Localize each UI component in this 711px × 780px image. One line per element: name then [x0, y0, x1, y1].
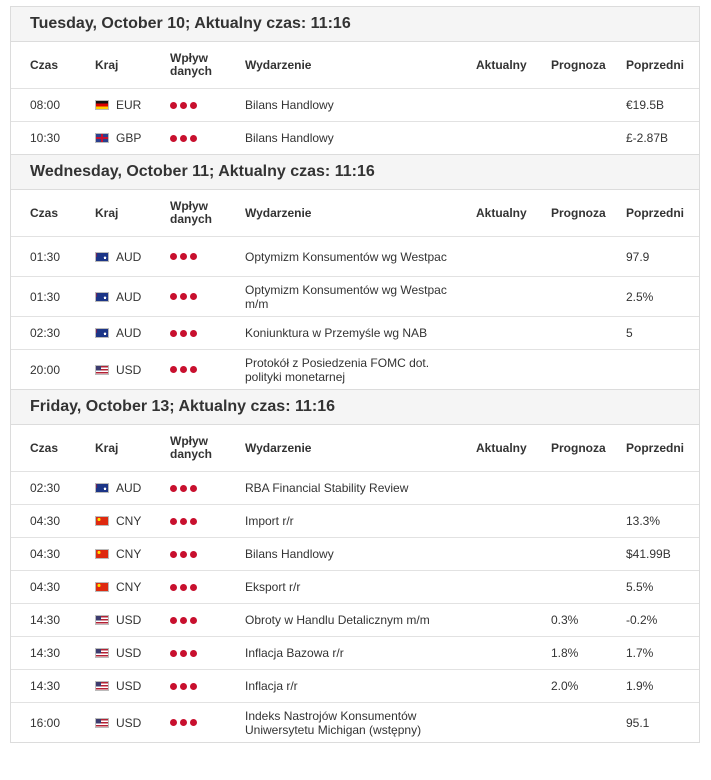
de-flag-icon [95, 100, 109, 110]
impact-dot-icon [190, 551, 197, 558]
event-time: 14:30 [30, 679, 61, 693]
impact-indicator [170, 548, 245, 561]
event-name-line1: Eksport r/r [245, 580, 301, 594]
event-previous: -0.2% [626, 613, 658, 627]
cn-flag-icon [95, 582, 109, 592]
impact-indicator [170, 99, 245, 112]
header-country: Kraj [95, 206, 119, 220]
cn-flag-icon [95, 516, 109, 526]
table-row[interactable] [11, 350, 699, 389]
header-impact-line1: Wpływ [170, 199, 208, 213]
table-row[interactable] [11, 604, 699, 637]
impact-dot-icon [180, 135, 187, 142]
header-impact-line1: Wpływ [170, 51, 208, 65]
event-name-line2: Uniwersytetu Michigan (wstępny) [245, 722, 422, 737]
header-time: Czas [30, 58, 59, 72]
event-name [245, 356, 476, 384]
event-time: 10:30 [30, 131, 61, 145]
country-code: USD [116, 679, 142, 693]
impact-dot-icon [190, 485, 197, 492]
impact-dot-icon [180, 551, 187, 558]
header-impact [170, 435, 245, 461]
event-time: 04:30 [30, 547, 61, 561]
event-time: 14:30 [30, 646, 61, 660]
day-title: Tuesday, October 10; Aktualny czas: 11:16 [11, 7, 699, 42]
impact-indicator [170, 482, 245, 495]
event-name-line1: Optymizm Konsumentów wg Westpac [245, 282, 447, 297]
impact-indicator [170, 716, 245, 729]
table-row[interactable] [11, 122, 699, 154]
impact-dot-icon [180, 366, 187, 373]
event-name-line1: Bilans Handlowy [245, 547, 334, 561]
table-row[interactable] [11, 472, 699, 505]
impact-indicator [170, 515, 245, 528]
economic-calendar [10, 6, 700, 743]
event-name-line1: Bilans Handlowy [245, 98, 334, 112]
table-row[interactable] [11, 571, 699, 604]
event-country [95, 481, 170, 495]
event-time: 01:30 [30, 289, 61, 304]
event-name [245, 580, 476, 594]
table-row[interactable] [11, 505, 699, 538]
event-previous: £-2.87B [626, 131, 669, 145]
header-time: Czas [30, 206, 59, 220]
event-name [245, 326, 476, 340]
header-actual: Aktualny [476, 441, 527, 455]
table-row[interactable] [11, 538, 699, 571]
impact-dot-icon [190, 253, 197, 260]
impact-indicator [170, 250, 245, 263]
event-forecast: 0.3% [551, 613, 579, 627]
impact-dot-icon [190, 102, 197, 109]
country-code: AUD [116, 326, 142, 340]
us-flag-icon [95, 648, 109, 658]
header-actual: Aktualny [476, 58, 527, 72]
event-country [95, 290, 170, 304]
event-previous: €19.5B [626, 98, 665, 112]
table-header [11, 425, 699, 472]
event-name-line1: Import r/r [245, 514, 294, 528]
au-flag-icon [95, 328, 109, 338]
header-impact-line2: danych [170, 64, 213, 78]
event-time: 16:00 [30, 715, 61, 730]
table-row[interactable] [11, 277, 699, 317]
event-previous: 13.3% [626, 514, 661, 528]
event-previous: $41.99B [626, 547, 671, 561]
impact-dot-icon [170, 293, 177, 300]
event-previous: 5 [626, 326, 633, 340]
event-previous: 1.7% [626, 646, 654, 660]
header-time: Czas [30, 441, 59, 455]
event-country [95, 98, 170, 112]
event-name-line1: Optymizm Konsumentów wg Westpac [245, 249, 447, 264]
us-flag-icon [95, 615, 109, 625]
header-impact-line2: danych [170, 447, 213, 461]
impact-dot-icon [180, 518, 187, 525]
header-impact-line2: danych [170, 212, 213, 226]
table-row[interactable] [11, 703, 699, 742]
event-country [95, 250, 170, 264]
country-code: EUR [116, 98, 142, 112]
header-country: Kraj [95, 58, 119, 72]
impact-indicator [170, 614, 245, 627]
header-event: Wydarzenie [245, 206, 312, 220]
impact-dot-icon [190, 366, 197, 373]
day-title: Friday, October 13; Aktualny czas: 11:16 [11, 390, 699, 425]
event-name-line1: Bilans Handlowy [245, 131, 334, 145]
event-country [95, 580, 170, 594]
impact-dot-icon [180, 584, 187, 591]
event-time: 04:30 [30, 580, 61, 594]
impact-dot-icon [190, 719, 197, 726]
table-row[interactable] [11, 89, 699, 122]
event-name [245, 679, 476, 693]
impact-dot-icon [170, 253, 177, 260]
impact-indicator [170, 647, 245, 660]
day-section [10, 389, 700, 743]
header-impact [170, 52, 245, 78]
event-country [95, 326, 170, 340]
table-row[interactable] [11, 670, 699, 703]
event-country [95, 363, 170, 377]
event-country [95, 547, 170, 561]
us-flag-icon [95, 718, 109, 728]
event-country [95, 613, 170, 627]
us-flag-icon [95, 365, 109, 375]
country-code: CNY [116, 547, 142, 561]
day-section [10, 154, 700, 389]
table-row[interactable] [11, 317, 699, 350]
event-name-line1: Indeks Nastrojów Konsumentów [245, 708, 417, 723]
header-event: Wydarzenie [245, 441, 312, 455]
event-time: 02:30 [30, 326, 61, 340]
country-code: AUD [116, 289, 142, 304]
impact-dot-icon [180, 102, 187, 109]
au-flag-icon [95, 252, 109, 262]
event-name-line1: Protokół z Posiedzenia FOMC dot. [245, 355, 430, 370]
event-time: 02:30 [30, 481, 61, 495]
event-previous: 1.9% [626, 679, 654, 693]
table-header [11, 190, 699, 237]
event-time: 20:00 [30, 362, 61, 377]
event-name [245, 283, 476, 311]
gb-flag-icon [95, 133, 109, 143]
impact-dot-icon [190, 683, 197, 690]
table-row[interactable] [11, 637, 699, 670]
header-previous: Poprzedni [626, 58, 685, 72]
event-name [245, 98, 476, 112]
country-code: USD [116, 613, 142, 627]
event-name [245, 709, 476, 737]
impact-dot-icon [170, 366, 177, 373]
impact-dot-icon [170, 135, 177, 142]
header-country: Kraj [95, 441, 119, 455]
header-forecast: Prognoza [551, 206, 606, 220]
country-code: USD [116, 715, 142, 730]
event-name-line1: Obroty w Handlu Detalicznym m/m [245, 613, 430, 627]
country-code: CNY [116, 514, 142, 528]
event-country [95, 679, 170, 693]
event-name-line1: Inflacja Bazowa r/r [245, 646, 344, 660]
impact-dot-icon [170, 330, 177, 337]
event-name [245, 481, 476, 495]
event-name [245, 646, 476, 660]
impact-indicator [170, 581, 245, 594]
impact-indicator [170, 132, 245, 145]
au-flag-icon [95, 483, 109, 493]
event-name [245, 250, 476, 264]
event-name [245, 514, 476, 528]
impact-dot-icon [170, 683, 177, 690]
event-name-line2: m/m [245, 296, 269, 311]
country-code: USD [116, 362, 142, 377]
event-country [95, 131, 170, 145]
day-section [10, 6, 700, 154]
impact-dot-icon [190, 650, 197, 657]
au-flag-icon [95, 292, 109, 302]
event-name [245, 131, 476, 145]
impact-dot-icon [190, 518, 197, 525]
impact-dot-icon [180, 719, 187, 726]
event-time: 04:30 [30, 514, 61, 528]
impact-dot-icon [170, 551, 177, 558]
impact-dot-icon [180, 650, 187, 657]
event-name-line1: Inflacja r/r [245, 679, 298, 693]
impact-indicator [170, 363, 245, 376]
impact-dot-icon [170, 102, 177, 109]
impact-dot-icon [180, 253, 187, 260]
event-forecast: 2.0% [551, 679, 579, 693]
impact-dot-icon [170, 485, 177, 492]
event-name [245, 547, 476, 561]
event-country [95, 716, 170, 730]
country-code: CNY [116, 580, 142, 594]
header-previous: Poprzedni [626, 206, 685, 220]
event-country [95, 646, 170, 660]
event-name-line1: RBA Financial Stability Review [245, 481, 409, 495]
table-header [11, 42, 699, 89]
day-title: Wednesday, October 11; Aktualny czas: 11:16 [11, 155, 699, 190]
header-actual: Aktualny [476, 206, 527, 220]
impact-indicator [170, 290, 245, 303]
impact-dot-icon [180, 617, 187, 624]
cn-flag-icon [95, 549, 109, 559]
country-code: GBP [116, 131, 142, 145]
event-previous: 95.1 [626, 715, 650, 730]
impact-indicator [170, 680, 245, 693]
event-time: 14:30 [30, 613, 61, 627]
event-time: 01:30 [30, 249, 61, 264]
impact-indicator [170, 327, 245, 340]
event-forecast: 1.8% [551, 646, 579, 660]
event-name-line2: polityki monetarnej [245, 369, 346, 384]
header-forecast: Prognoza [551, 58, 606, 72]
impact-dot-icon [170, 518, 177, 525]
event-previous: 5.5% [626, 580, 654, 594]
impact-dot-icon [170, 617, 177, 624]
country-code: USD [116, 646, 142, 660]
table-row[interactable] [11, 237, 699, 277]
header-event: Wydarzenie [245, 58, 312, 72]
impact-dot-icon [180, 683, 187, 690]
impact-dot-icon [190, 135, 197, 142]
impact-dot-icon [180, 485, 187, 492]
impact-dot-icon [190, 293, 197, 300]
impact-dot-icon [190, 330, 197, 337]
impact-dot-icon [170, 650, 177, 657]
event-name [245, 613, 476, 627]
impact-dot-icon [170, 584, 177, 591]
country-code: AUD [116, 249, 142, 264]
country-code: AUD [116, 481, 142, 495]
event-country [95, 514, 170, 528]
impact-dot-icon [180, 293, 187, 300]
us-flag-icon [95, 681, 109, 691]
header-previous: Poprzedni [626, 441, 685, 455]
impact-dot-icon [190, 584, 197, 591]
event-previous: 97.9 [626, 249, 650, 264]
event-time: 08:00 [30, 98, 61, 112]
impact-dot-icon [170, 719, 177, 726]
header-forecast: Prognoza [551, 441, 606, 455]
event-previous: 2.5% [626, 289, 654, 304]
impact-dot-icon [180, 330, 187, 337]
header-impact-line1: Wpływ [170, 434, 208, 448]
impact-dot-icon [190, 617, 197, 624]
event-name-line1: Koniunktura w Przemyśle wg NAB [245, 326, 428, 340]
header-impact [170, 200, 245, 226]
